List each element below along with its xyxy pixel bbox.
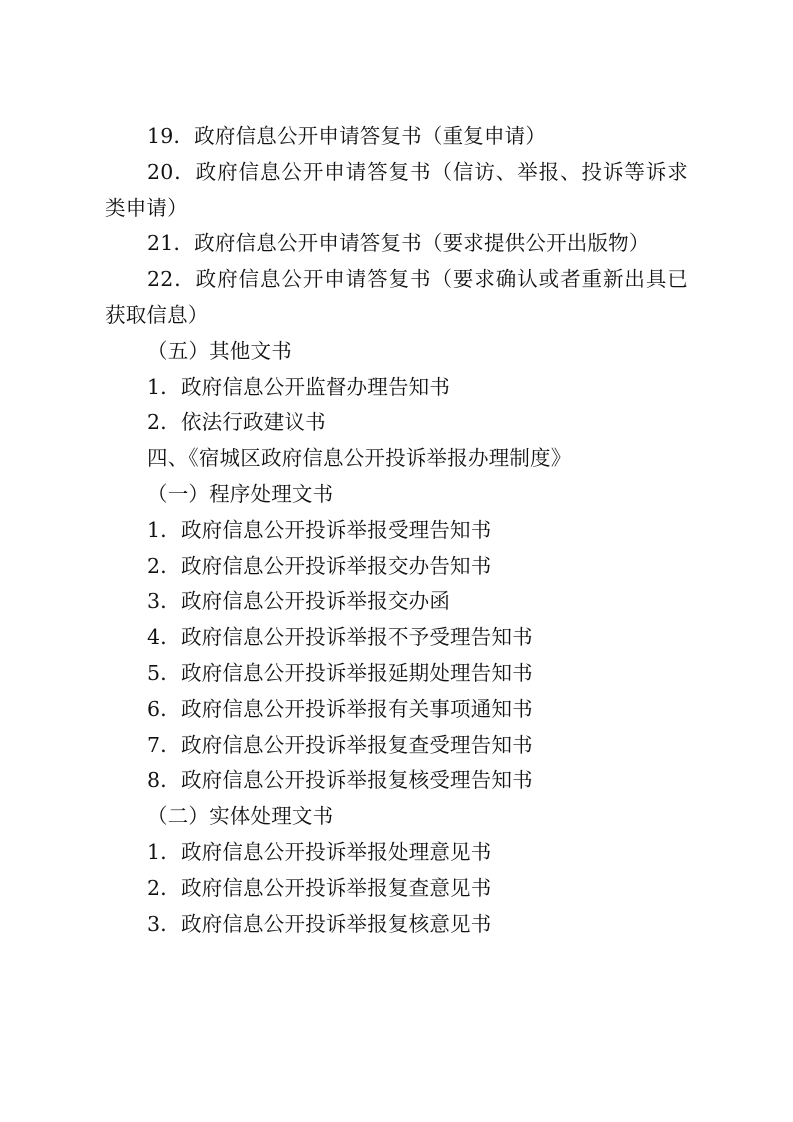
section-heading-procedural-documents: （一）程序处理文书 [147, 481, 334, 506]
list-item-assignment-notice: 2．政府信息公开投诉举报交办告知书 [147, 553, 492, 578]
list-item-recheck-acceptance-notice: 8．政府信息公开投诉举报复核受理告知书 [147, 768, 533, 793]
list-item-20-petition-application: 20．政府信息公开申请答复书（信访、举报、投诉等诉求类申请） [105, 159, 688, 220]
document-body [105, 119, 688, 942]
list-item-review-acceptance-notice: 7．政府信息公开投诉举报复查受理告知书 [147, 732, 533, 757]
list-item-extension-notice: 5．政府信息公开投诉举报延期处理告知书 [147, 660, 533, 685]
list-item-review-opinion: 2．政府信息公开投诉举报复查意见书 [147, 875, 492, 900]
chapter-heading-complaint-system: 四、《宿城区政府信息公开投诉举报办理制度》 [147, 446, 572, 471]
section-heading-substantive-documents: （二）实体处理文书 [147, 804, 334, 829]
section-heading-other-documents: （五）其他文书 [147, 338, 292, 363]
list-item-handling-opinion: 1．政府信息公开投诉举报处理意见书 [147, 839, 492, 864]
list-item-administration-proposal: 2．依法行政建议书 [147, 410, 326, 435]
list-item-rejection-notice: 4．政府信息公开投诉举报不予受理告知书 [147, 625, 533, 650]
list-item-21-publication-request: 21．政府信息公开申请答复书（要求提供公开出版物） [147, 231, 650, 256]
list-item-matters-notice: 6．政府信息公开投诉举报有关事项通知书 [147, 696, 533, 721]
list-item-22-confirm-reissue: 22．政府信息公开申请答复书（要求确认或者重新出具已获取信息） [105, 267, 688, 327]
list-item-assignment-letter: 3．政府信息公开投诉举报交办函 [147, 589, 451, 614]
list-item-supervision-notice: 1．政府信息公开监督办理告知书 [147, 374, 451, 399]
list-item-recheck-opinion: 3．政府信息公开投诉举报复核意见书 [147, 911, 492, 936]
list-item-acceptance-notice: 1．政府信息公开投诉举报受理告知书 [147, 517, 492, 542]
list-item-19-repeat-application: 19．政府信息公开申请答复书（重复申请） [147, 124, 547, 148]
